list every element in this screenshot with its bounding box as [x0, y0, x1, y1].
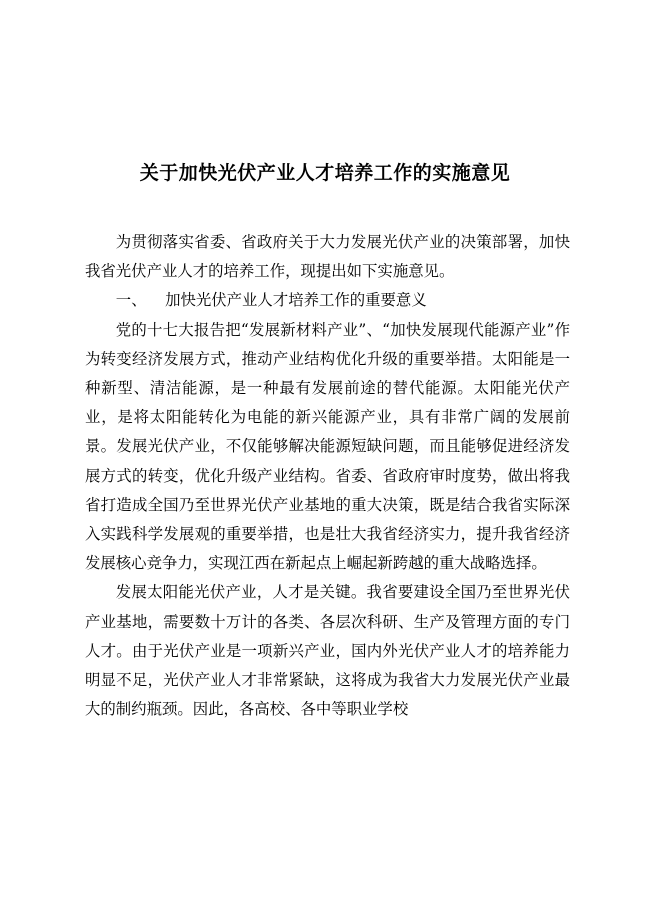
body-paragraph: 党的十七大报告把“发展新材料产业”、“加快发展现代能源产业”作为转变经济发展方式，推动产业结构优化升级的重要举措。太阳能是一种新型、清洁能源，是一种最有发展前途的替代能源。太阳能光伏产业，是将太阳能转化为电能的新兴能源产业，具有非常广阔的发展前景。发展光伏产业，不仅能够解决能源短缺问题，而且能够促进经济发展方式的转变，优化升级产业结构。省委、省政府审时度势，做出将我省打造成全国乃至世界光伏产业基地的重大决策，既是结合我省实际深入实践科学发展观的重要举措，也是壮大我省经济实力，提升我省经济发展核心竞争力，实现江西在新起点上崛起新跨越的重大战略选择。	[85, 320, 570, 573]
document-body	[85, 228, 570, 724]
document-title: 关于加快光伏产业人才培养工作的实施意见	[139, 162, 511, 184]
body-paragraph: 发展太阳能光伏产业，人才是关键。我省要建设全国乃至世界光伏产业基地，需要数十万计的各类、各层次科研、生产及管理方面的专门人才。由于光伏产业是一项新兴产业，国内外光伏产业人才的培养能力明显不足，光伏产业人才非常紧缺，这将成为我省大力发展光伏产业最大的制约瓶颈。因此，各高校、各中等职业学校	[85, 583, 570, 719]
section-heading	[85, 286, 570, 315]
intro-paragraph: 为贯彻落实省委、省政府关于大力发展光伏产业的决策部署，加快我省光伏产业人才的培养工作，现提出如下实施意见。	[85, 233, 570, 281]
section-heading-text: 加快光伏产业人才培养工作的重要意义	[165, 291, 427, 310]
section-number: 一、	[115, 291, 147, 310]
